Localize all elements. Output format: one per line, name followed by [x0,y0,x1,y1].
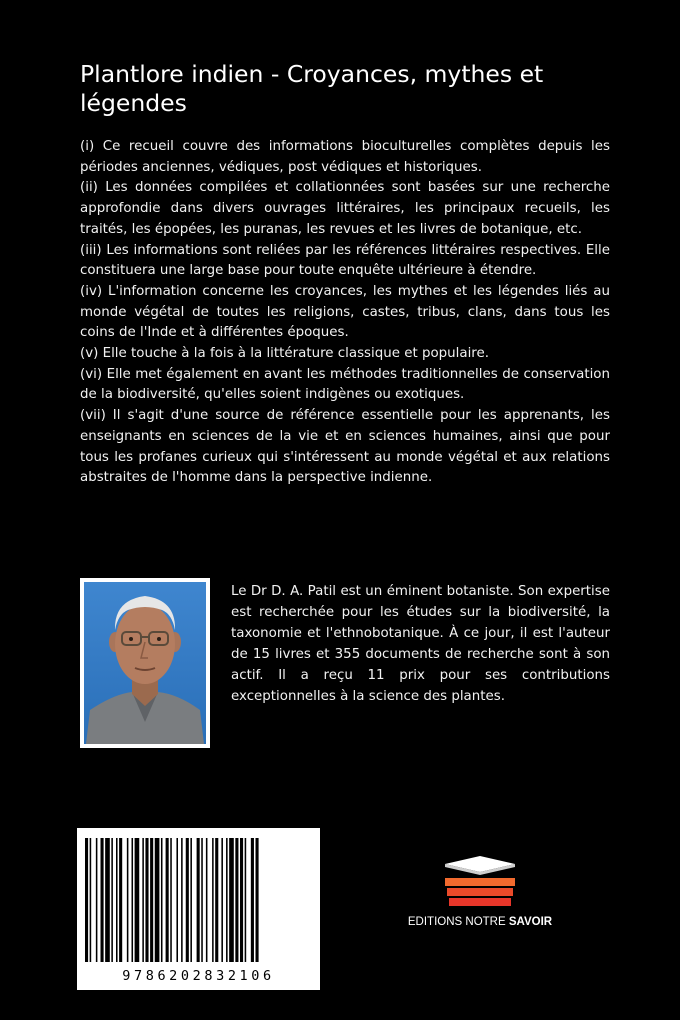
book-description [80,137,610,489]
description-paragraph: (i) Ce recueil couvre des informations bioculturelles complètes depuis les périodes anciennes, védiques, post védiques et historiques. [80,139,610,175]
isbn-number: 9786202832106 [122,968,275,984]
author-photo [80,578,210,748]
book-title: Plantlore indien - Croyances, mythes et légendes [80,60,544,117]
description-paragraph: (ii) Les données compilées et collationnées sont basées sur une recherche approfondie dans divers ouvrages littéraires, les principaux recueils, les traités, les épopées, les puranas, les revues et les livres de botanique, etc. [80,180,610,237]
description-paragraph: (v) Elle touche à la fois à la littérature classique et populaire. [80,346,490,362]
author-bio: Le Dr D. A. Patil est un éminent botaniste. Son expertise est recherchée pour les études sur la biodiversité, la taxonomie et l'ethnobotanique. À ce jour, il est l'auteur de 15 livres et 355 documents de recherche sont à son actif. Il a reçu 11 prix pour ses contributions exceptionnelles à la science des plantes. [231,584,610,704]
isbn-barcode [77,828,320,990]
description-paragraph: (vi) Elle met également en avant les méthodes traditionnelles de conservation de la biodiversité, qu'elles soient indigènes ou exotiques. [80,366,610,403]
description-paragraph: (iv) L'information concerne les croyances, les mythes et les légendes liés au monde végétal de toutes les religions, castes, tribus, clans, dans tous les coins de l'Inde et à différentes époques. [80,283,610,341]
publisher-name-part2: SAVOIR [508,916,553,928]
description-paragraph: (iii) Les informations sont reliées par les références littéraires respectives. Elle constituera une large base pour toute enquête ultérieure à étendre. [80,242,610,279]
book-stack-icon [398,856,562,914]
barcode-bars [77,828,320,990]
description-paragraph: (vii) Il s'agit d'une source de référence essentielle pour les apprenants, les enseignants en sciences de la vie et en sciences humaines, ainsi que pour tous les profanes curieux qui s'intéressent au monde végétal et aux relations abstraites de l'homme dans la perspective indienne. [80,408,610,486]
publisher-name [398,916,562,928]
author-portrait-image [84,582,206,744]
publisher-logo [398,856,562,936]
publisher-name-part1: EDITIONS NOTRE [407,916,509,928]
